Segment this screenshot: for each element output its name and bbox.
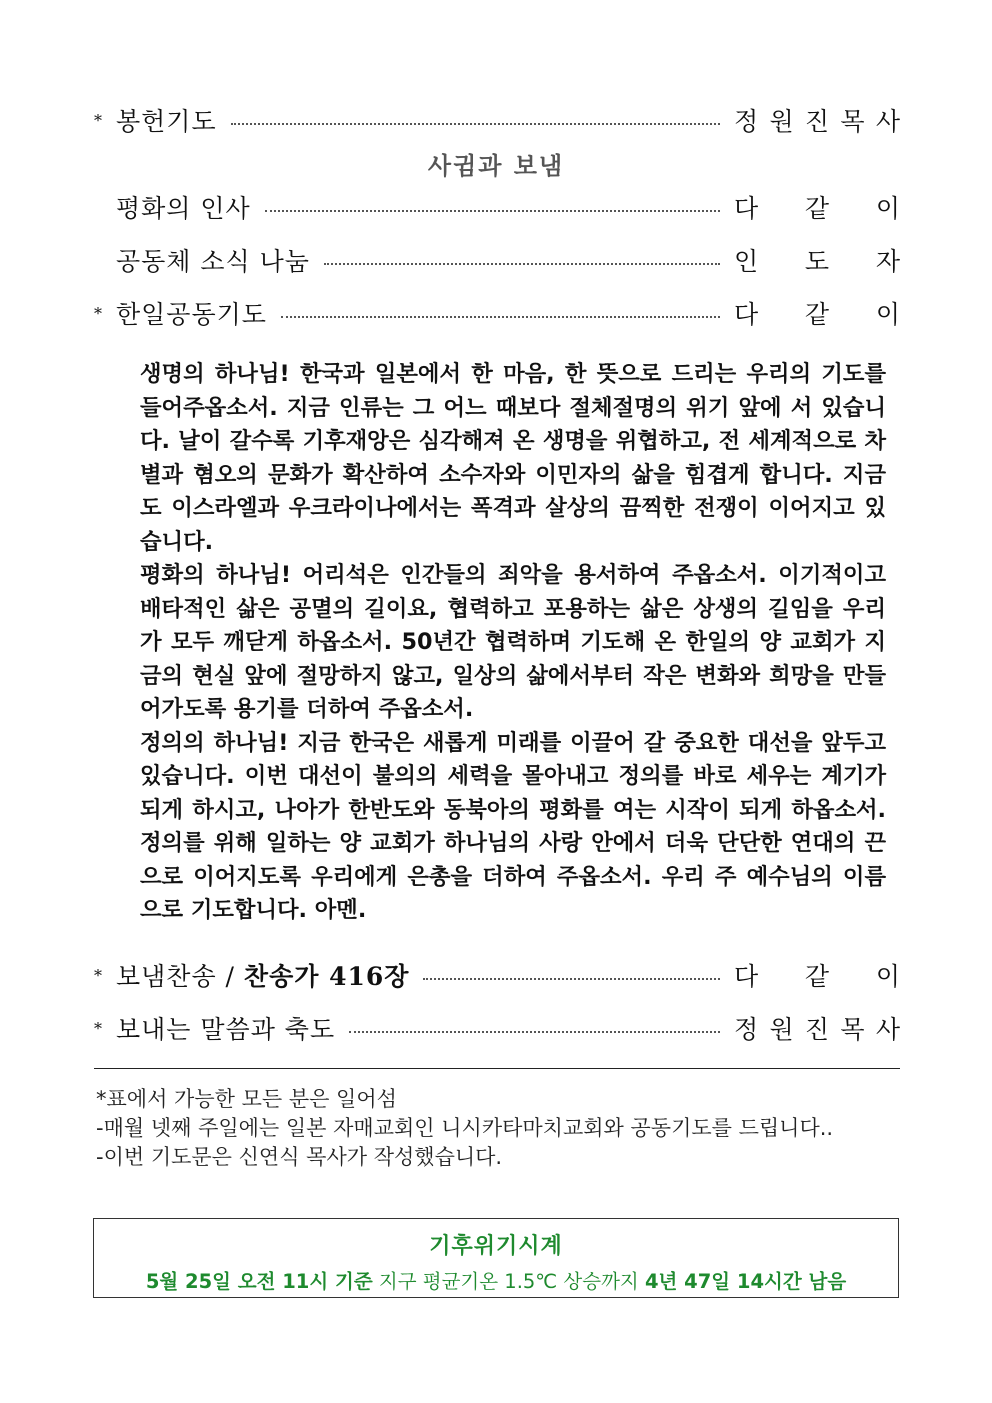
standing-mark: * <box>94 110 102 130</box>
order-item-label: 한일공동기도 <box>116 300 267 329</box>
order-item-leader: 다 같 이 <box>734 194 900 223</box>
order-item-benediction <box>94 1008 900 1048</box>
prayer-paragraph-life: 생명의 하나님! 한국과 일본에서 한 마음, 한 뜻으로 드리는 우리의 기도를 들어주옵소서. 지금 인류는 그 어느 때보다 절체절명의 위기 앞에 서 있습니다. 날이 갈수록 기후재앙은 심각해져 온 생명을 위협하고, 전 세계적으로 차별과 혐오의 문화가 확산하여 소수자와 이민자의 삶을 힘겹게 합니다. 지금도 이스라엘과 우크라이나에서는 폭격과 살상의 끔찍한 전쟁이 이어지고 있습니다. <box>140 361 886 555</box>
order-item-closing-hymn <box>94 955 900 995</box>
order-item-label: 평화의 인사 <box>116 194 251 223</box>
order-item-korea-japan-prayer <box>94 293 900 333</box>
leader-dots <box>231 123 720 125</box>
order-item-leader: 정 원 진 목 사 <box>734 107 900 136</box>
standing-mark: * <box>94 965 102 985</box>
climate-clock-box <box>93 1218 899 1298</box>
order-item-leader: 정 원 진 목 사 <box>734 1015 900 1044</box>
standing-mark: * <box>94 1018 102 1038</box>
leader-dots <box>349 1031 720 1033</box>
order-item-community-news <box>94 240 900 280</box>
leader-dots <box>423 978 720 980</box>
order-item-label: 보냄찬송 / 찬송가 416장 <box>116 962 410 991</box>
footnote-monthly-joint-prayer: -매월 넷째 주일에는 일본 자매교회인 니시카타마치교회와 공동기도를 드립니다.. <box>96 1116 834 1140</box>
standing-mark: * <box>94 303 102 323</box>
order-item-label: 봉헌기도 <box>116 107 217 136</box>
footnote-author: -이번 기도문은 신연식 목사가 작성했습니다. <box>96 1145 503 1169</box>
climate-clock-title: 기후위기시계 <box>429 1234 563 1259</box>
order-item-leader: 다 같 이 <box>734 300 900 329</box>
prayer-paragraph-peace: 평화의 하나님! 어리석은 인간들의 죄악을 용서하여 주옵소서. 이기적이고 배타적인 삶은 공멸의 길이요, 협력하고 포용하는 삶은 상생의 길임을 우리가 모두 깨닫게 하옵소서. 50년간 협력하며 기도해 온 한일의 양 교회가 지금의 현실 앞에 절망하지 않고, 일상의 삶에서부터 작은 변화와 희망을 만들어가도록 용기를 더하여 주옵소서. <box>140 562 886 722</box>
divider <box>94 1068 900 1069</box>
prayer-paragraph-justice: 정의의 하나님! 지금 한국은 새롭게 미래를 이끌어 갈 중요한 대선을 앞두고 있습니다. 이번 대선이 불의의 세력을 몰아내고 정의를 바로 세우는 계기가 되게 하시고, 나아가 한반도와 동북아의 평화를 여는 시작이 되게 하옵소서. 정의를 위해 일하는 양 교회가 하나님의 사랑 안에서 더욱 단단한 연대의 끈으로 이어지도록 우리에게 은총을 더하여 주옵소서. 우리 주 예수님의 이름으로 기도합니다. 아멘. <box>140 729 886 923</box>
footnote-standing: *표에서 가능한 모든 분은 일어섬 <box>96 1087 397 1111</box>
footnotes <box>96 1085 833 1172</box>
joint-prayer-text <box>140 358 886 928</box>
leader-dots <box>281 316 720 318</box>
order-item-offering-prayer <box>94 100 900 140</box>
leader-dots <box>265 210 720 212</box>
climate-clock-remaining: 4년 47일 14시간 남음 <box>644 1270 847 1293</box>
order-item-label: 보내는 말씀과 축도 <box>116 1015 336 1044</box>
hymn-number: 찬송가 416장 <box>243 962 410 991</box>
section-title: 사귐과 보냄 <box>427 152 565 180</box>
climate-clock-timestamp: 5월 25일 오전 11시 기준 <box>145 1270 373 1293</box>
climate-clock-line: 5월 25일 오전 11시 기준 지구 평균기온 1.5℃ 상승까지 4년 47일 14시간 남음 <box>145 1270 847 1293</box>
order-item-leader: 다 같 이 <box>734 962 900 991</box>
order-item-leader: 인 도 자 <box>734 247 900 276</box>
order-item-label: 공동체 소식 나눔 <box>116 247 310 276</box>
leader-dots <box>324 263 720 265</box>
order-item-peace-greeting <box>94 187 900 227</box>
